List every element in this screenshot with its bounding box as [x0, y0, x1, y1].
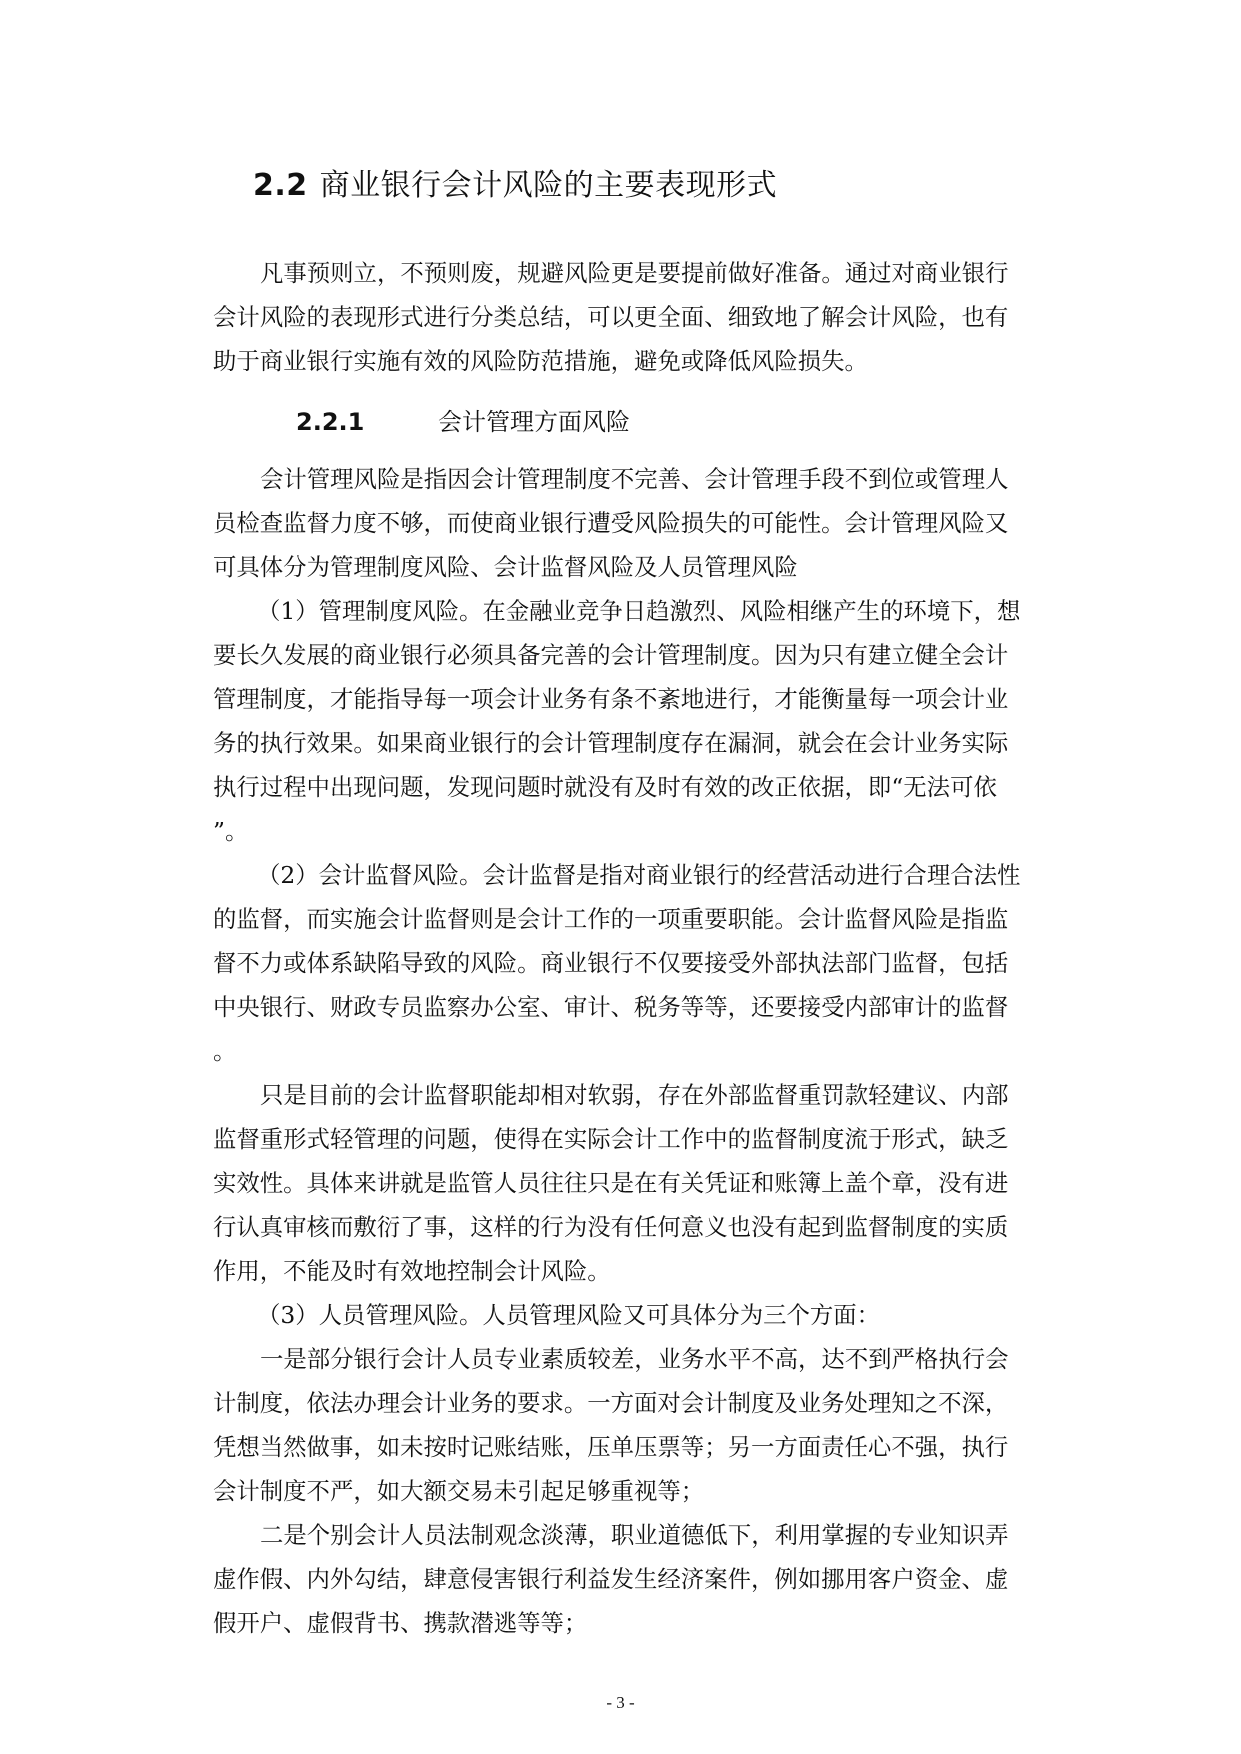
- text-line: ”。: [213, 817, 249, 845]
- text-line: 虚作假、内外勾结，肆意侵害银行利益发生经济案件，例如挪用客户资金、虚: [213, 1565, 1009, 1593]
- text-line: 。: [213, 1037, 237, 1065]
- text-line: 会计制度不严，如大额交易未引起足够重视等；: [213, 1477, 705, 1505]
- text-line: 会计管理风险是指因会计管理制度不完善、会计管理手段不到位或管理人: [260, 465, 1009, 493]
- subsection-number: 2.2.1: [296, 408, 365, 436]
- text-line: 行认真审核而敷衍了事，这样的行为没有任何意义也没有起到监督制度的实质: [213, 1213, 1009, 1241]
- paragraph-management-system-risk: [213, 589, 1057, 853]
- text-line: 的监督，而实施会计监督则是会计工作的一项重要职能。会计监督风险是指监: [213, 905, 1009, 933]
- paragraph-point-one: [213, 1337, 1057, 1513]
- section-number: 2.2: [253, 168, 308, 203]
- text-line: 督不力或体系缺陷导致的风险。商业银行不仅要接受外部执法部门监督，包括: [213, 949, 1009, 977]
- text-line: 假开户、虚假背书、携款潜逃等等；: [213, 1609, 588, 1637]
- text-line: 实效性。具体来讲就是监管人员往往只是在有关凭证和账簿上盖个章，没有进: [213, 1169, 1009, 1197]
- paragraph-weak-supervision: [213, 1073, 1057, 1293]
- subsection-heading: [296, 404, 630, 440]
- text-line: 计制度，依法办理会计业务的要求。一方面对会计制度及业务处理知之不深，: [213, 1389, 1009, 1417]
- body-text: [213, 457, 1057, 1645]
- text-line: 员检查监督力度不够，而使商业银行遭受风险损失的可能性。会计管理风险又: [213, 509, 1009, 537]
- paragraph-definition: [213, 457, 1057, 589]
- text-line: 助于商业银行实施有效的风险防范措施，避免或降低风险损失。: [213, 347, 868, 375]
- text-line: 务的执行效果。如果商业银行的会计管理制度存在漏洞，就会在会计业务实际: [213, 729, 1009, 757]
- text-line: （1）管理制度风险。在金融业竞争日趋激烈、风险相继产生的环境下，想: [257, 597, 1021, 625]
- section-title: 商业银行会计风险的主要表现形式: [319, 168, 778, 203]
- text-line: 监督重形式轻管理的问题，使得在实际会计工作中的监督制度流于形式，缺乏: [213, 1125, 1009, 1153]
- text-line: 要长久发展的商业银行必须具备完善的会计管理制度。因为只有建立健全会计: [213, 641, 1009, 669]
- text-line: 中央银行、财政专员监察办公室、审计、税务等等，还要接受内部审计的监督: [213, 993, 1009, 1021]
- text-line: 凭想当然做事，如未按时记账结账，压单压票等；另一方面责任心不强，执行: [213, 1433, 1009, 1461]
- text-line: 只是目前的会计监督职能却相对软弱，存在外部监督重罚款轻建议、内部: [260, 1081, 1009, 1109]
- text-line: 执行过程中出现问题，发现问题时就没有及时有效的改正依据，即“无法可依: [213, 773, 997, 801]
- text-line: （3）人员管理风险。人员管理风险又可具体分为三个方面：: [257, 1301, 881, 1329]
- paragraph-point-two: [213, 1513, 1057, 1645]
- text-line: 二是个别会计人员法制观念淡薄，职业道德低下，利用掌握的专业知识弄: [260, 1521, 1009, 1549]
- section-heading: [253, 166, 777, 206]
- text-line: （2）会计监督风险。会计监督是指对商业银行的经营活动进行合理合法性: [257, 861, 1021, 889]
- text-line: 凡事预则立，不预则废，规避风险更是要提前做好准备。通过对商业银行: [260, 259, 1009, 287]
- subsection-title: 会计管理方面风险: [438, 408, 630, 436]
- text-line: 可具体分为管理制度风险、会计监督风险及人员管理风险: [213, 553, 798, 581]
- text-line: 作用，不能及时有效地控制会计风险。: [213, 1257, 611, 1285]
- intro-paragraph: [213, 251, 1057, 383]
- page-number: - 3 -: [606, 1693, 635, 1712]
- text-line: 一是部分银行会计人员专业素质较差，业务水平不高，达不到严格执行会: [260, 1345, 1009, 1373]
- text-line: 管理制度，才能指导每一项会计业务有条不紊地进行，才能衡量每一项会计业: [213, 685, 1009, 713]
- paragraph-supervision-risk: [213, 853, 1057, 1073]
- text-line: 会计风险的表现形式进行分类总结，可以更全面、细致地了解会计风险，也有: [213, 303, 1009, 331]
- paragraph-personnel-risk: [213, 1293, 1057, 1337]
